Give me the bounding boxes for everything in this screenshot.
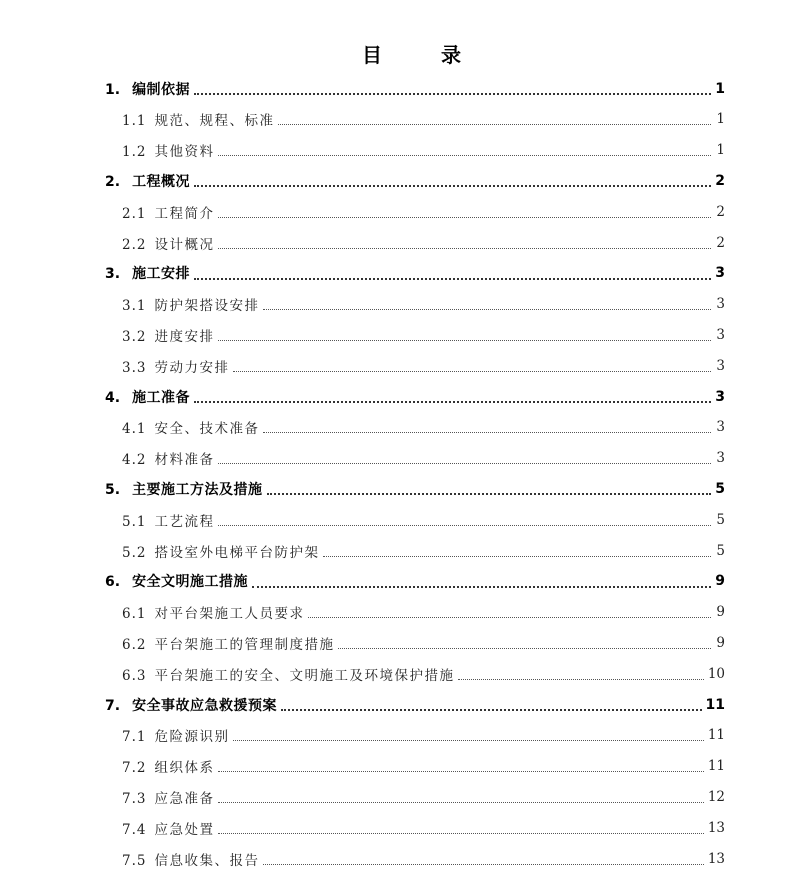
toc-page-number: 3: [715, 388, 725, 405]
toc-entry-label: 规范、规程、标准: [154, 113, 275, 130]
toc-dot-leader: [218, 462, 711, 464]
toc-section-entry[interactable]: [122, 720, 725, 751]
toc-entry-heading: [105, 571, 248, 591]
toc-entry-number: 3.: [105, 266, 121, 283]
toc-section-entry[interactable]: [122, 535, 725, 566]
toc-page-number: 12: [707, 788, 725, 805]
toc-entry-label: 信息收集、报告: [154, 852, 260, 869]
toc-entry-number: 3.2: [122, 328, 147, 345]
toc-section-entry[interactable]: [122, 319, 725, 350]
toc-entry-heading: [122, 202, 214, 222]
toc-section-entry[interactable]: [122, 104, 725, 135]
toc-section-entry[interactable]: [122, 751, 725, 782]
toc-section-entry[interactable]: [122, 196, 725, 227]
toc-entry-heading: [122, 849, 259, 869]
toc-entry-heading: [122, 417, 259, 437]
toc-dot-leader: [218, 247, 711, 249]
toc-section-entry[interactable]: [122, 781, 725, 812]
toc-page-number: 3: [716, 419, 725, 436]
toc-entry-number: 2.: [105, 173, 121, 190]
toc-entry-label: 安全事故应急救援预案: [132, 697, 278, 714]
toc-entry-label: 进度安排: [154, 328, 215, 345]
toc-entry-heading: [122, 541, 319, 561]
toc-section-entry[interactable]: [122, 443, 725, 474]
toc-entry-number: 2.2: [122, 236, 147, 253]
toc-entry-heading: [122, 448, 214, 468]
toc-entry-heading: [105, 263, 190, 283]
toc-page-number: 1: [716, 142, 725, 159]
toc-chapter-entry[interactable]: [105, 689, 725, 720]
toc-entry-heading: [122, 602, 304, 622]
toc-entry-number: 6.2: [122, 636, 147, 653]
toc-page-number: 5: [715, 480, 725, 497]
toc-page-number: 2: [716, 203, 725, 220]
toc-entry-heading: [105, 387, 190, 407]
toc-entry-number: 4.2: [122, 452, 147, 469]
toc-entry-label: 材料准备: [154, 452, 215, 469]
toc-dot-leader: [218, 770, 703, 772]
toc-dot-leader: [218, 801, 703, 803]
toc-entry-number: 4.: [105, 389, 121, 406]
toc-entry-label: 平台架施工的安全、文明施工及环境保护措施: [154, 667, 455, 684]
toc-page-number: 9: [716, 634, 725, 651]
toc-dot-leader: [267, 492, 711, 495]
toc-page-number: 3: [716, 296, 725, 313]
toc-dot-leader: [194, 92, 711, 95]
toc-entry-label: 应急准备: [154, 790, 215, 807]
toc-entry-heading: [122, 725, 229, 745]
toc-dot-leader: [194, 184, 711, 187]
toc-section-entry[interactable]: [122, 658, 725, 689]
toc-entry-number: 7.2: [122, 760, 147, 777]
toc-entry-number: 1.: [105, 81, 121, 98]
toc-page-number: 9: [715, 573, 725, 590]
toc-page-number: 13: [707, 850, 725, 867]
toc-entry-label: 主要施工方法及措施: [132, 481, 263, 498]
toc-entry-number: 7.5: [122, 852, 147, 869]
toc-entry-label: 施工准备: [132, 389, 191, 406]
toc-entry-label: 工艺流程: [154, 513, 215, 530]
toc-entry-heading: [105, 695, 277, 715]
toc-entry-number: 6.1: [122, 606, 147, 623]
toc-entry-number: 6.: [105, 574, 121, 591]
toc-entry-heading: [122, 510, 214, 530]
toc-page-number: 1: [715, 80, 725, 97]
toc-entry-heading: [122, 664, 454, 684]
toc-entry-heading: [105, 171, 190, 191]
toc-page-number: 3: [716, 450, 725, 467]
toc-section-entry[interactable]: [122, 350, 725, 381]
toc-page-number: 2: [716, 234, 725, 251]
toc-entry-heading: [122, 756, 214, 776]
toc-entry-heading: [105, 479, 263, 499]
toc-entry-label: 工程简介: [154, 205, 215, 222]
toc-dot-leader: [458, 678, 703, 680]
toc-entry-label: 劳动力安排: [154, 359, 230, 376]
toc-dot-leader: [218, 339, 711, 341]
toc-dot-leader: [252, 585, 711, 588]
toc-entry-number: 5.2: [122, 544, 147, 561]
toc-page-number: 3: [716, 326, 725, 343]
toc-page-number: 11: [705, 696, 725, 713]
toc-dot-leader: [308, 616, 711, 618]
toc-chapter-entry[interactable]: [105, 165, 725, 196]
toc-entry-heading: [122, 356, 229, 376]
toc-page-number: 10: [707, 665, 725, 682]
toc-entry-heading: [122, 140, 214, 160]
toc-dot-leader: [218, 832, 703, 834]
toc-chapter-entry[interactable]: [105, 258, 725, 289]
toc-entry-number: 5.1: [122, 513, 147, 530]
toc-entry-label: 设计概况: [154, 236, 215, 253]
toc-page-number: 3: [716, 357, 725, 374]
toc-entry-number: 3.1: [122, 298, 147, 315]
toc-entry-label: 施工安排: [132, 266, 191, 283]
toc-entry-number: 1.2: [122, 144, 147, 161]
toc-dot-leader: [218, 524, 711, 526]
toc-entry-number: 4.1: [122, 421, 147, 438]
toc-entry-heading: [122, 294, 259, 314]
toc-section-entry[interactable]: [122, 504, 725, 535]
toc-entry-label: 组织体系: [154, 760, 215, 777]
toc-section-entry[interactable]: [122, 812, 725, 843]
toc-entry-heading: [122, 109, 274, 129]
toc-section-entry[interactable]: [122, 627, 725, 658]
toc-dot-leader: [194, 400, 711, 403]
toc-dot-leader: [323, 555, 711, 557]
toc-dot-leader: [281, 708, 701, 711]
toc-dot-leader: [338, 647, 711, 649]
toc-page-number: 11: [707, 727, 725, 744]
toc-page-number: 2: [715, 172, 725, 189]
toc-page-number: 9: [716, 604, 725, 621]
toc-entry-number: 7.3: [122, 790, 147, 807]
toc-entry-number: 5.: [105, 481, 121, 498]
toc-entry-number: 7.1: [122, 729, 147, 746]
toc-page-number: 1: [716, 111, 725, 128]
toc-entry-label: 安全文明施工措施: [132, 574, 249, 591]
toc-page-number: 3: [715, 265, 725, 282]
toc-page-number: 5: [716, 511, 725, 528]
toc-entry-number: 7.4: [122, 821, 147, 838]
toc-entry-number: 6.3: [122, 667, 147, 684]
toc-page-number: 5: [716, 542, 725, 559]
toc-entry-heading: [105, 79, 190, 99]
toc-entry-label: 危险源识别: [154, 729, 230, 746]
toc-entry-label: 搭设室外电梯平台防护架: [154, 544, 320, 561]
toc-dot-leader: [263, 863, 703, 865]
toc-entry-heading: [122, 818, 214, 838]
toc-entry-heading: [122, 233, 214, 253]
toc-chapter-entry[interactable]: [105, 473, 725, 504]
toc-entry-label: 工程概况: [132, 173, 191, 190]
toc-entry-label: 编制依据: [132, 81, 191, 98]
toc-entry-number: 7.: [105, 697, 121, 714]
toc-chapter-entry[interactable]: [105, 73, 725, 104]
toc-section-entry[interactable]: [122, 843, 725, 874]
toc-section-entry[interactable]: [122, 412, 725, 443]
toc-page-number: 11: [707, 758, 725, 775]
toc-section-entry[interactable]: [122, 227, 725, 258]
toc-section-entry[interactable]: [122, 289, 725, 320]
toc-dot-leader: [278, 123, 711, 125]
toc-chapter-entry[interactable]: [105, 566, 725, 597]
toc-section-entry[interactable]: [122, 597, 725, 628]
toc-entry-label: 安全、技术准备: [154, 421, 260, 438]
toc-entry-number: 3.3: [122, 359, 147, 376]
toc-entry-number: 2.1: [122, 205, 147, 222]
toc-entry-label: 防护架搭设安排: [154, 298, 260, 315]
toc-entry-label: 平台架施工的管理制度措施: [154, 636, 335, 653]
toc-entry-label: 其他资料: [154, 144, 215, 161]
toc-entry-heading: [122, 787, 214, 807]
toc-dot-leader: [233, 739, 703, 741]
toc-dot-leader: [263, 308, 711, 310]
toc-section-entry[interactable]: [122, 135, 725, 166]
toc-entry-number: 1.1: [122, 113, 147, 130]
toc-dot-leader: [218, 154, 711, 156]
toc-dot-leader: [263, 431, 711, 433]
toc-page-number: 13: [707, 819, 725, 836]
toc-dot-leader: [194, 277, 711, 280]
toc-chapter-entry[interactable]: [105, 381, 725, 412]
toc-dot-leader: [233, 370, 711, 372]
toc-entry-heading: [122, 325, 214, 345]
toc-entry-label: 对平台架施工人员要求: [154, 606, 305, 623]
toc-entry-heading: [122, 633, 334, 653]
toc-entry-label: 应急处置: [154, 821, 215, 838]
toc-title: 目 录: [362, 43, 487, 67]
toc-dot-leader: [218, 216, 711, 218]
